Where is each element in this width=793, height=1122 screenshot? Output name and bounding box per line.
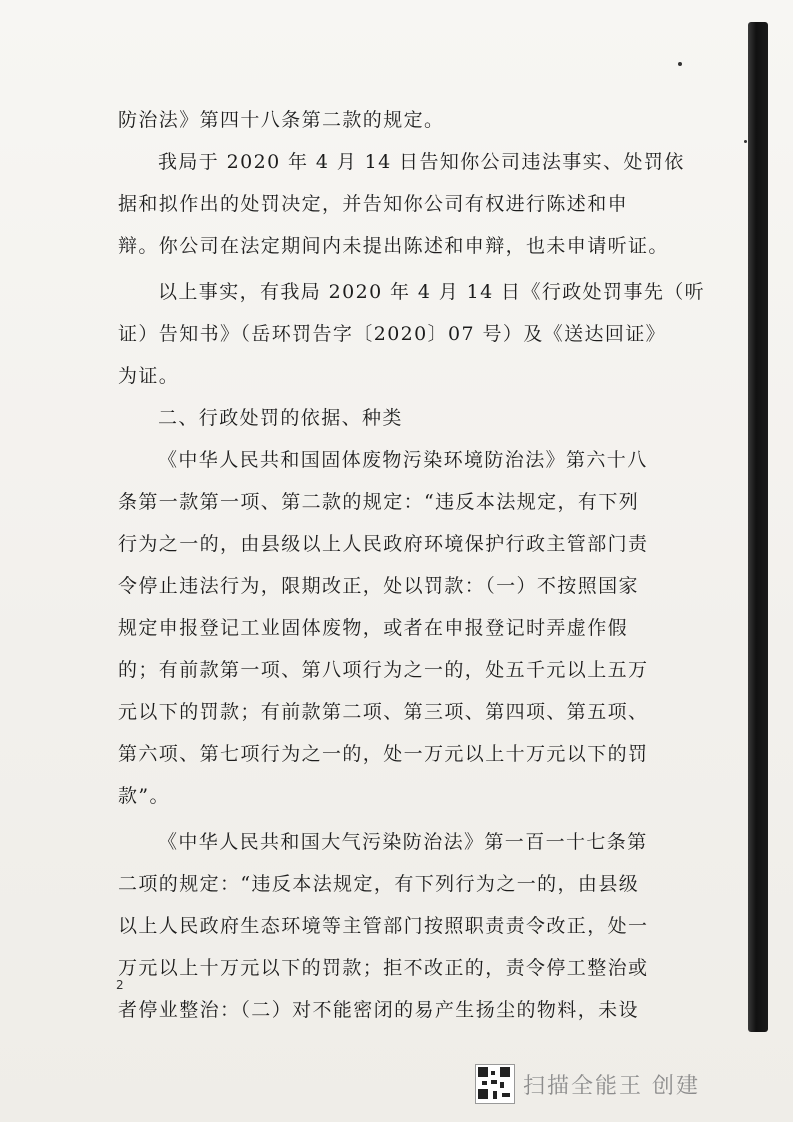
body-line: 据和拟作出的处罚决定，并告知你公司有权进行陈述和申 xyxy=(118,193,629,215)
body-line: 条第一款第一项、第二款的规定：“违反本法规定，有下列 xyxy=(118,491,640,513)
section-heading: 二、行政处罚的依据、种类 xyxy=(158,407,403,429)
body-line: 行为之一的，由县级以上人民政府环境保护行政主管部门责 xyxy=(118,533,649,555)
body-line: 《中华人民共和国固体废物污染环境防治法》第六十八 xyxy=(158,449,648,471)
body-line: 以上人民政府生态环境等主管部门按照职责责令改正，处一 xyxy=(118,915,649,937)
scan-speck xyxy=(678,62,682,66)
body-line: 万元以上十万元以下的罚款；拒不改正的，责令停工整治或 xyxy=(118,957,649,979)
body-line: 二项的规定：“违反本法规定，有下列行为之一的，由县级 xyxy=(118,873,640,895)
body-line: 以上事实，有我局 2020 年 4 月 14 日《行政处罚事先（听 xyxy=(158,281,706,303)
scan-speck xyxy=(744,140,747,143)
body-line: 元以下的罚款；有前款第二项、第三项、第四项、第五项、 xyxy=(118,701,649,723)
page-edge-shadow xyxy=(748,22,768,1032)
body-line: 证）告知书》（岳环罚告字〔2020〕07 号）及《送达回证》 xyxy=(118,323,667,345)
body-line: 第六项、第七项行为之一的，处一万元以上十万元以下的罚 xyxy=(118,743,649,765)
watermark-text: 扫描全能王 创建 xyxy=(523,1073,700,1099)
qr-code-icon xyxy=(475,1064,515,1104)
body-line: 者停业整治：（二）对不能密闭的易产生扬尘的物料，未设 xyxy=(118,999,639,1021)
page-number: 2 xyxy=(116,978,124,992)
body-line: 令停止违法行为，限期改正，处以罚款：（一）不按照国家 xyxy=(118,575,639,597)
body-line: 我局于 2020 年 4 月 14 日告知你公司违法事实、处罚依 xyxy=(158,151,685,173)
body-line: 的；有前款第一项、第八项行为之一的，处五千元以上五万 xyxy=(118,659,649,681)
scanner-watermark xyxy=(475,1064,700,1104)
body-line: 为证。 xyxy=(118,365,180,387)
body-line: 《中华人民共和国大气污染防治法》第一百一十七条第 xyxy=(158,831,648,853)
body-line: 规定申报登记工业固体废物，或者在申报登记时弄虚作假 xyxy=(118,617,629,639)
body-line: 辩。你公司在法定期间内未提出陈述和申辩，也未申请听证。 xyxy=(118,235,669,257)
body-line: 防治法》第四十八条第二款的规定。 xyxy=(118,109,445,131)
body-line: 款”。 xyxy=(118,785,170,807)
